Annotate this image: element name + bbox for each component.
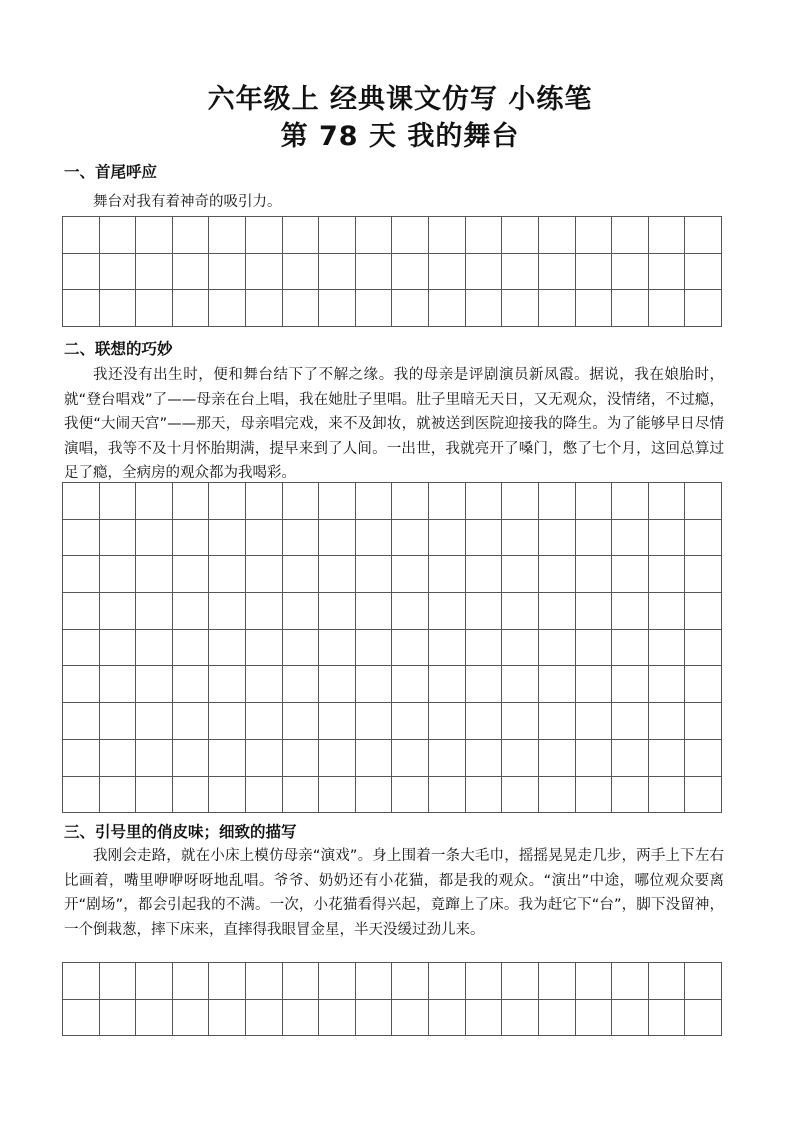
writing-grid-3[interactable]: [62, 962, 722, 1036]
grid-cell[interactable]: [392, 290, 429, 327]
grid-cell[interactable]: [319, 520, 356, 557]
grid-cell[interactable]: [612, 630, 649, 667]
grid-cell[interactable]: [685, 483, 722, 520]
grid-cell[interactable]: [283, 703, 320, 740]
grid-cell[interactable]: [283, 217, 320, 254]
grid-cell[interactable]: [685, 254, 722, 291]
grid-cell[interactable]: [100, 217, 137, 254]
grid-cell[interactable]: [392, 483, 429, 520]
grid-cell[interactable]: [100, 254, 137, 291]
grid-cell[interactable]: [63, 666, 100, 703]
grid-cell[interactable]: [502, 217, 539, 254]
grid-cell[interactable]: [392, 740, 429, 777]
grid-cell[interactable]: [466, 630, 503, 667]
grid-cell[interactable]: [209, 740, 246, 777]
grid-cell[interactable]: [283, 630, 320, 667]
grid-cell[interactable]: [246, 740, 283, 777]
grid-cell[interactable]: [649, 1000, 686, 1037]
section-1-text: 舞台对我有着神奇的吸引力。: [93, 194, 282, 210]
grid-cell[interactable]: [283, 483, 320, 520]
grid-cell[interactable]: [356, 1000, 393, 1037]
grid-cell[interactable]: [612, 777, 649, 814]
grid-cell[interactable]: [319, 740, 356, 777]
grid-cell[interactable]: [466, 703, 503, 740]
grid-cell[interactable]: [319, 666, 356, 703]
grid-cell[interactable]: [100, 740, 137, 777]
grid-cell[interactable]: [685, 290, 722, 327]
grid-cell[interactable]: [576, 290, 613, 327]
grid-cell[interactable]: [246, 666, 283, 703]
grid-cell[interactable]: [649, 254, 686, 291]
grid-cell[interactable]: [356, 483, 393, 520]
grid-cell[interactable]: [649, 593, 686, 630]
grid-cell[interactable]: [246, 593, 283, 630]
grid-cell[interactable]: [539, 666, 576, 703]
grid-cell[interactable]: [429, 1000, 466, 1037]
grid-cell[interactable]: [612, 520, 649, 557]
grid-cell[interactable]: [576, 1000, 613, 1037]
grid-cell[interactable]: [392, 217, 429, 254]
grid-cell[interactable]: [539, 703, 576, 740]
grid-cell[interactable]: [539, 630, 576, 667]
grid-cell[interactable]: [429, 630, 466, 667]
grid-cell[interactable]: [173, 666, 210, 703]
grid-cell[interactable]: [100, 483, 137, 520]
grid-cell[interactable]: [576, 630, 613, 667]
grid-cell[interactable]: [685, 666, 722, 703]
grid-cell[interactable]: [502, 630, 539, 667]
grid-cell[interactable]: [246, 556, 283, 593]
writing-grid-1[interactable]: [62, 216, 722, 327]
grid-cell[interactable]: [612, 593, 649, 630]
grid-cell[interactable]: [63, 593, 100, 630]
grid-cell[interactable]: [539, 520, 576, 557]
grid-cell[interactable]: [685, 556, 722, 593]
grid-cell[interactable]: [612, 1000, 649, 1037]
grid-cell[interactable]: [429, 777, 466, 814]
grid-cell[interactable]: [392, 593, 429, 630]
grid-cell[interactable]: [209, 483, 246, 520]
grid-cell[interactable]: [100, 520, 137, 557]
grid-cell[interactable]: [209, 630, 246, 667]
grid-cell[interactable]: [173, 217, 210, 254]
grid-cell[interactable]: [246, 520, 283, 557]
grid-cell[interactable]: [356, 703, 393, 740]
grid-cell[interactable]: [63, 1000, 100, 1037]
grid-cell[interactable]: [319, 556, 356, 593]
grid-cell[interactable]: [539, 777, 576, 814]
grid-cell[interactable]: [429, 666, 466, 703]
grid-cell[interactable]: [283, 290, 320, 327]
grid-cell[interactable]: [100, 630, 137, 667]
grid-cell[interactable]: [136, 963, 173, 1000]
grid-cell[interactable]: [209, 290, 246, 327]
grid-cell[interactable]: [466, 666, 503, 703]
grid-cell[interactable]: [209, 556, 246, 593]
grid-cell[interactable]: [649, 666, 686, 703]
grid-cell[interactable]: [392, 963, 429, 1000]
grid-cell[interactable]: [429, 963, 466, 1000]
grid-cell[interactable]: [539, 963, 576, 1000]
grid-cell[interactable]: [173, 1000, 210, 1037]
grid-cell[interactable]: [539, 740, 576, 777]
grid-cell[interactable]: [576, 254, 613, 291]
grid-cell[interactable]: [502, 254, 539, 291]
grid-cell[interactable]: [319, 593, 356, 630]
grid-cell[interactable]: [246, 217, 283, 254]
grid-cell[interactable]: [63, 520, 100, 557]
grid-cell[interactable]: [466, 483, 503, 520]
grid-cell[interactable]: [63, 740, 100, 777]
grid-cell[interactable]: [539, 217, 576, 254]
writing-grid-2[interactable]: [62, 482, 722, 813]
grid-cell[interactable]: [173, 593, 210, 630]
grid-cell[interactable]: [502, 593, 539, 630]
grid-cell[interactable]: [466, 777, 503, 814]
grid-cell[interactable]: [319, 777, 356, 814]
grid-cell[interactable]: [319, 963, 356, 1000]
grid-cell[interactable]: [429, 740, 466, 777]
grid-cell[interactable]: [173, 630, 210, 667]
grid-cell[interactable]: [502, 290, 539, 327]
grid-cell[interactable]: [283, 254, 320, 291]
grid-cell[interactable]: [136, 1000, 173, 1037]
grid-cell[interactable]: [392, 777, 429, 814]
grid-cell[interactable]: [136, 630, 173, 667]
grid-cell[interactable]: [319, 254, 356, 291]
grid-cell[interactable]: [283, 1000, 320, 1037]
grid-cell[interactable]: [502, 740, 539, 777]
grid-cell[interactable]: [429, 520, 466, 557]
grid-cell[interactable]: [246, 254, 283, 291]
grid-cell[interactable]: [466, 520, 503, 557]
section-1-heading: 一、首尾呼应: [64, 163, 158, 181]
grid-cell[interactable]: [173, 703, 210, 740]
grid-cell[interactable]: [173, 520, 210, 557]
grid-cell[interactable]: [539, 1000, 576, 1037]
grid-cell[interactable]: [319, 290, 356, 327]
grid-cell[interactable]: [356, 630, 393, 667]
grid-cell[interactable]: [173, 963, 210, 1000]
grid-cell[interactable]: [576, 740, 613, 777]
grid-cell[interactable]: [502, 1000, 539, 1037]
grid-cell[interactable]: [136, 556, 173, 593]
grid-cell[interactable]: [576, 666, 613, 703]
grid-cell[interactable]: [356, 520, 393, 557]
grid-cell[interactable]: [209, 254, 246, 291]
grid-cell[interactable]: [576, 703, 613, 740]
grid-cell[interactable]: [100, 1000, 137, 1037]
grid-cell[interactable]: [209, 217, 246, 254]
grid-cell[interactable]: [502, 703, 539, 740]
grid-cell[interactable]: [356, 777, 393, 814]
grid-cell[interactable]: [612, 666, 649, 703]
grid-cell[interactable]: [466, 290, 503, 327]
grid-cell[interactable]: [63, 703, 100, 740]
grid-cell[interactable]: [136, 703, 173, 740]
grid-cell[interactable]: [246, 630, 283, 667]
grid-cell[interactable]: [685, 593, 722, 630]
grid-cell[interactable]: [100, 556, 137, 593]
grid-cell[interactable]: [136, 593, 173, 630]
grid-cell[interactable]: [209, 593, 246, 630]
grid-cell[interactable]: [283, 556, 320, 593]
grid-cell[interactable]: [63, 556, 100, 593]
grid-cell[interactable]: [612, 217, 649, 254]
grid-cell[interactable]: [246, 777, 283, 814]
grid-cell[interactable]: [649, 217, 686, 254]
grid-cell[interactable]: [429, 556, 466, 593]
grid-cell[interactable]: [319, 630, 356, 667]
grid-cell[interactable]: [466, 963, 503, 1000]
grid-cell[interactable]: [63, 290, 100, 327]
grid-cell[interactable]: [649, 556, 686, 593]
grid-cell[interactable]: [356, 217, 393, 254]
grid-cell[interactable]: [429, 290, 466, 327]
grid-cell[interactable]: [283, 777, 320, 814]
grid-cell[interactable]: [649, 290, 686, 327]
grid-cell[interactable]: [136, 777, 173, 814]
grid-cell[interactable]: [429, 703, 466, 740]
worksheet-title: 六年级上 经典课文仿写 小练笔: [207, 84, 593, 115]
grid-cell[interactable]: [576, 556, 613, 593]
grid-cell[interactable]: [100, 777, 137, 814]
grid-cell[interactable]: [283, 666, 320, 703]
grid-cell[interactable]: [356, 666, 393, 703]
grid-cell[interactable]: [283, 740, 320, 777]
grid-cell[interactable]: [502, 556, 539, 593]
grid-cell[interactable]: [173, 777, 210, 814]
day-title: 第 78 天 我的舞台: [280, 121, 520, 152]
grid-cell[interactable]: [685, 740, 722, 777]
grid-cell[interactable]: [356, 593, 393, 630]
grid-cell[interactable]: [576, 593, 613, 630]
grid-cell[interactable]: [539, 254, 576, 291]
grid-cell[interactable]: [136, 483, 173, 520]
grid-cell[interactable]: [356, 556, 393, 593]
grid-cell[interactable]: [466, 593, 503, 630]
grid-cell[interactable]: [649, 740, 686, 777]
grid-cell[interactable]: [612, 740, 649, 777]
grid-cell[interactable]: [576, 963, 613, 1000]
grid-cell[interactable]: [539, 483, 576, 520]
grid-cell[interactable]: [685, 1000, 722, 1037]
grid-cell[interactable]: [209, 520, 246, 557]
grid-cell[interactable]: [246, 963, 283, 1000]
grid-cell[interactable]: [136, 290, 173, 327]
grid-cell[interactable]: [246, 1000, 283, 1037]
grid-cell[interactable]: [63, 630, 100, 667]
grid-cell[interactable]: [392, 1000, 429, 1037]
grid-cell[interactable]: [209, 703, 246, 740]
grid-cell[interactable]: [539, 556, 576, 593]
grid-cell[interactable]: [502, 520, 539, 557]
grid-cell[interactable]: [392, 254, 429, 291]
grid-cell[interactable]: [685, 777, 722, 814]
grid-cell[interactable]: [649, 963, 686, 1000]
grid-cell[interactable]: [63, 254, 100, 291]
grid-cell[interactable]: [356, 740, 393, 777]
grid-cell[interactable]: [685, 217, 722, 254]
grid-cell[interactable]: [209, 1000, 246, 1037]
grid-cell[interactable]: [466, 556, 503, 593]
grid-cell[interactable]: [392, 666, 429, 703]
grid-cell[interactable]: [576, 217, 613, 254]
grid-cell[interactable]: [612, 556, 649, 593]
grid-cell[interactable]: [429, 593, 466, 630]
grid-cell[interactable]: [173, 740, 210, 777]
grid-cell[interactable]: [209, 963, 246, 1000]
grid-cell[interactable]: [246, 290, 283, 327]
grid-cell[interactable]: [100, 290, 137, 327]
grid-cell[interactable]: [685, 963, 722, 1000]
grid-cell[interactable]: [283, 963, 320, 1000]
grid-cell[interactable]: [466, 254, 503, 291]
grid-cell[interactable]: [283, 520, 320, 557]
grid-cell[interactable]: [392, 630, 429, 667]
grid-cell[interactable]: [246, 703, 283, 740]
grid-cell[interactable]: [136, 217, 173, 254]
grid-cell[interactable]: [209, 777, 246, 814]
grid-cell[interactable]: [136, 666, 173, 703]
grid-cell[interactable]: [136, 740, 173, 777]
grid-cell[interactable]: [356, 963, 393, 1000]
grid-cell[interactable]: [612, 703, 649, 740]
grid-cell[interactable]: [576, 520, 613, 557]
grid-cell[interactable]: [356, 290, 393, 327]
grid-cell[interactable]: [173, 483, 210, 520]
grid-cell[interactable]: [429, 217, 466, 254]
grid-cell[interactable]: [319, 483, 356, 520]
grid-cell[interactable]: [392, 556, 429, 593]
grid-cell[interactable]: [502, 963, 539, 1000]
grid-cell[interactable]: [649, 777, 686, 814]
grid-cell[interactable]: [63, 217, 100, 254]
section-2-heading: 二、联想的巧妙: [64, 340, 173, 358]
grid-cell[interactable]: [63, 483, 100, 520]
grid-cell[interactable]: [136, 520, 173, 557]
grid-cell[interactable]: [466, 217, 503, 254]
grid-cell[interactable]: [63, 777, 100, 814]
grid-cell[interactable]: [100, 593, 137, 630]
grid-cell[interactable]: [539, 290, 576, 327]
grid-cell[interactable]: [173, 290, 210, 327]
grid-cell[interactable]: [466, 1000, 503, 1037]
grid-cell[interactable]: [649, 520, 686, 557]
section-3-text: 我刚会走路，就在小床上模仿母亲“演戏”。身上围着一条大毛巾，摇摇晃晃走几步，两手上下左右比画着，嘴里咿咿呀呀地乱唱。爷爷、奶奶还有小花猫，都是我的观众。“演出”中途，哪位观众要离开“剧场”，都会引起我的不满。一次，小花猫看得兴起，竟蹿上了床。我为赶它下“台”，脚下没留神，一个倒栽葱，摔下床来，直摔得我眼冒金星，半天没缓过劲儿来。: [64, 848, 724, 938]
grid-cell[interactable]: [502, 666, 539, 703]
grid-cell[interactable]: [649, 483, 686, 520]
grid-cell[interactable]: [356, 254, 393, 291]
grid-cell[interactable]: [685, 630, 722, 667]
grid-cell[interactable]: [209, 666, 246, 703]
grid-cell[interactable]: [173, 254, 210, 291]
grid-cell[interactable]: [685, 703, 722, 740]
grid-cell[interactable]: [392, 520, 429, 557]
grid-cell[interactable]: [612, 254, 649, 291]
grid-cell[interactable]: [100, 666, 137, 703]
grid-cell[interactable]: [173, 556, 210, 593]
section-3-heading: 三、引号里的俏皮味；细致的描写: [64, 823, 297, 841]
grid-cell[interactable]: [612, 290, 649, 327]
grid-cell[interactable]: [649, 630, 686, 667]
grid-cell[interactable]: [612, 963, 649, 1000]
grid-cell[interactable]: [246, 483, 283, 520]
grid-cell[interactable]: [466, 740, 503, 777]
grid-cell[interactable]: [576, 777, 613, 814]
grid-cell[interactable]: [502, 777, 539, 814]
grid-cell[interactable]: [136, 254, 173, 291]
section-2-text: 我还没有出生时，便和舞台结下了不解之缘。我的母亲是评剧演员新凤霞。据说，我在娘胎时，就“登台唱戏”了——母亲在台上唱，我在她肚子里唱。肚子里暗无天日，又无观众，没情绪，不过瘾，我便“大闹天宫”——那天，母亲唱完戏，来不及卸妆，就被送到医院迎接我的降生。为了能够早日尽情演唱，我等不及十月怀胎期满，提早来到了人间。一出世，我就亮开了嗓门，憋了七个月，这回总算过足了瘾，全病房的观众都为我喝彩。: [64, 367, 724, 481]
grid-cell[interactable]: [502, 483, 539, 520]
grid-cell[interactable]: [100, 963, 137, 1000]
grid-cell[interactable]: [429, 483, 466, 520]
grid-cell[interactable]: [63, 963, 100, 1000]
grid-cell[interactable]: [283, 593, 320, 630]
grid-cell[interactable]: [100, 703, 137, 740]
grid-cell[interactable]: [685, 520, 722, 557]
grid-cell[interactable]: [319, 1000, 356, 1037]
grid-cell[interactable]: [319, 217, 356, 254]
grid-cell[interactable]: [319, 703, 356, 740]
grid-cell[interactable]: [576, 483, 613, 520]
grid-cell[interactable]: [392, 703, 429, 740]
grid-cell[interactable]: [539, 593, 576, 630]
grid-cell[interactable]: [649, 703, 686, 740]
grid-cell[interactable]: [429, 254, 466, 291]
grid-cell[interactable]: [612, 483, 649, 520]
